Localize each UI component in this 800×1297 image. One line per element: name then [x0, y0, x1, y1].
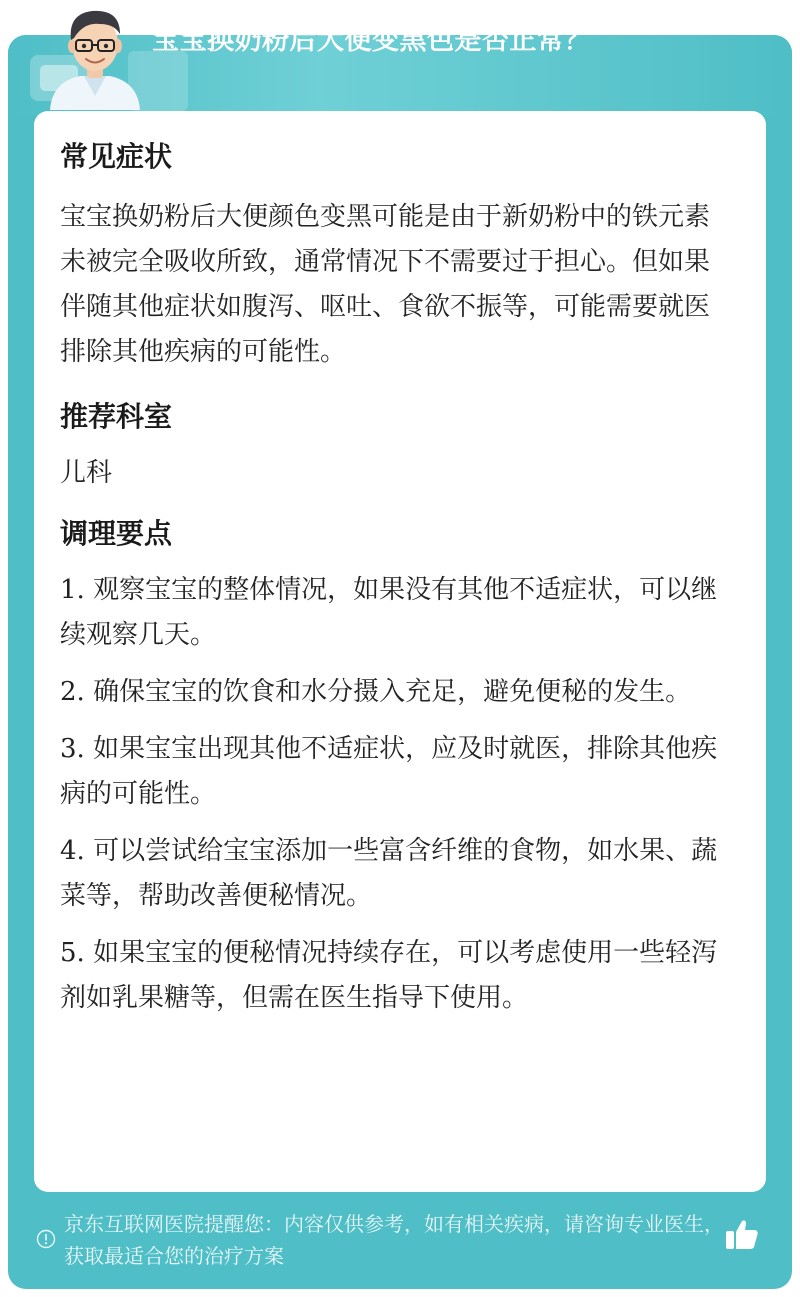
list-item: [60, 829, 732, 919]
symptoms-text: 宝宝换奶粉后大便颜色变黑可能是由于新奶粉中的铁元素未被完全吸收所致，通常情况下不需要过于担心。但如果伴随其他症状如腹泻、呕吐、食欲不振等，可能需要就医排除其他疾病的可能性。: [60, 202, 711, 367]
list-item-text: 观察宝宝的整体情况，如果没有其他不适症状，可以继续观察几天。: [60, 575, 718, 650]
list-item-text: 如果宝宝的便秘情况持续存在，可以考虑使用一些轻泻剂如乳果糖等，但需在医生指导下使用。: [60, 938, 718, 1013]
list-item: [60, 568, 732, 658]
list-item-number: 3.: [60, 734, 85, 764]
list-item: [60, 670, 732, 715]
care-list: [60, 568, 732, 1021]
thumbs-up-icon[interactable]: [724, 1216, 760, 1252]
list-item-text: 可以尝试给宝宝添加一些富含纤维的食物，如水果、蔬菜等，帮助改善便秘情况。: [60, 836, 718, 911]
list-item-number: 5.: [60, 938, 85, 968]
department-text: 儿科: [60, 458, 113, 488]
section-title-department: 推荐科室: [60, 400, 173, 433]
disclaimer-text: 京东互联网医院提醒您：内容仅供参考，如有相关疾病，请咨询专业医生，获取最适合您的治疗方案: [64, 1212, 724, 1268]
list-item-number: 1.: [60, 575, 85, 605]
section-title-symptoms: 常见症状: [60, 140, 173, 173]
doctor-avatar-icon: [40, 0, 150, 110]
list-item: [60, 931, 732, 1021]
info-icon: [36, 1229, 56, 1249]
list-item-text: 如果宝宝出现其他不适症状，应及时就医，排除其他疾病的可能性。: [60, 734, 718, 809]
list-item-text: 确保宝宝的饮食和水分摄入充足，避免便秘的发生。: [84, 677, 692, 707]
content-card: [34, 111, 766, 1192]
page-title: 宝宝换奶粉后大便变黑色是否正常？: [152, 25, 592, 56]
list-item-number: 4.: [60, 836, 85, 866]
section-title-care: 调理要点: [60, 517, 173, 550]
list-item-number: 2.: [60, 677, 85, 707]
content-body: [60, 133, 732, 1033]
list-item: [60, 727, 732, 817]
